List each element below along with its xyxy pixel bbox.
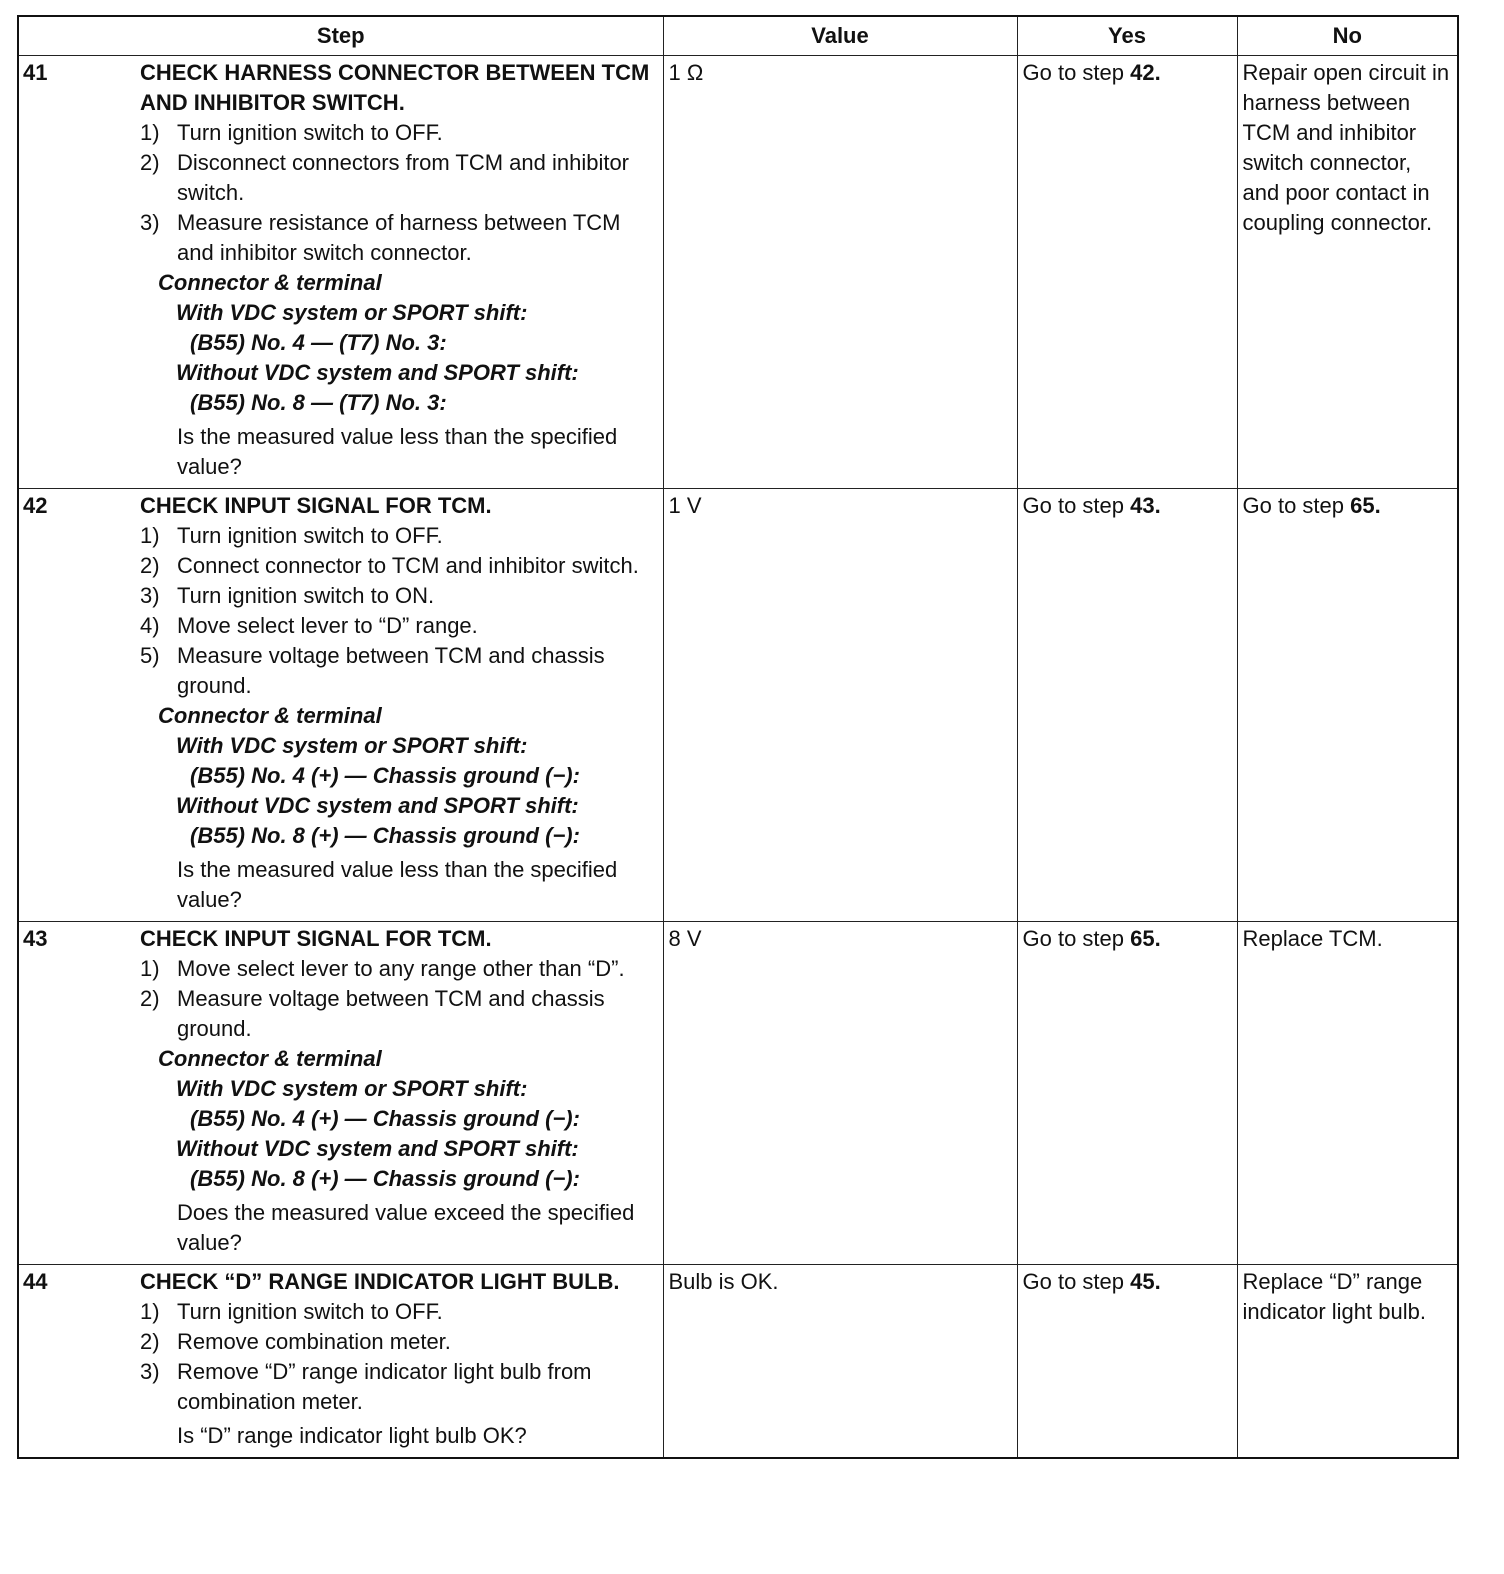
instruction-text: Measure resistance of harness between TCM and inhibitor switch connector.: [177, 210, 621, 265]
step-question: Is the measured value less than the specified value?: [177, 424, 618, 479]
yes-text: Go to step: [1022, 60, 1131, 85]
instruction-item: [140, 1357, 659, 1417]
instruction-item: [140, 118, 659, 148]
instruction-item: [140, 611, 659, 641]
step-question: Is “D” range indicator light bulb OK?: [177, 1423, 527, 1448]
condition-without-vdc: Without VDC system and SPORT shift:: [176, 793, 579, 818]
condition-with-vdc: With VDC system or SPORT shift:: [176, 733, 528, 758]
yes-text: Go to step: [1022, 493, 1131, 518]
instruction-text: Disconnect connectors from TCM and inhibitor switch.: [177, 150, 630, 205]
no-cell: [1237, 56, 1458, 489]
instruction-text: Connect connector to TCM and inhibitor switch.: [177, 553, 639, 578]
instruction-number: 1): [140, 956, 160, 981]
header-no: No: [1237, 16, 1458, 56]
value-cell: 1 V: [663, 489, 1017, 922]
connector-label: Connector & terminal: [158, 1046, 382, 1071]
step-question: Is the measured value less than the specified value?: [177, 857, 618, 912]
instruction-text: Turn ignition switch to OFF.: [177, 523, 443, 548]
instruction-item: [140, 208, 659, 268]
diagnostic-procedure-table: [17, 15, 1459, 1459]
instruction-item: [140, 1297, 659, 1327]
step-description: [140, 56, 663, 489]
yes-cell: [1017, 1265, 1237, 1459]
no-text: Go to step: [1242, 493, 1351, 518]
step-instructions: [140, 118, 659, 268]
connector-label: Connector & terminal: [158, 270, 382, 295]
terminal-pins-2: (B55) No. 8 (+) — Chassis ground (−):: [190, 1166, 580, 1191]
instruction-number: 1): [140, 1299, 160, 1324]
instruction-number: 2): [140, 986, 160, 1011]
step-description: [140, 922, 663, 1265]
value-cell: 8 V: [663, 922, 1017, 1265]
yes-cell: [1017, 56, 1237, 489]
instruction-number: 1): [140, 120, 160, 145]
table-row: [18, 922, 1458, 1265]
terminal-pins-1: (B55) No. 4 (+) — Chassis ground (−):: [190, 1106, 580, 1131]
instruction-text: Turn ignition switch to OFF.: [177, 120, 443, 145]
step-number: 41: [18, 56, 140, 489]
no-text: Replace TCM.: [1242, 926, 1383, 951]
value-cell: 1 Ω: [663, 56, 1017, 489]
condition-with-vdc: With VDC system or SPORT shift:: [176, 300, 528, 325]
instruction-item: [140, 148, 659, 208]
instruction-number: 1): [140, 523, 160, 548]
step-title: CHECK INPUT SIGNAL FOR TCM.: [140, 493, 492, 518]
step-instructions: [140, 954, 659, 1044]
instruction-text: Measure voltage between TCM and chassis ground.: [177, 643, 605, 698]
no-text: Repair open circuit in harness between TCM and inhibitor switch connector, and poor contact in coupling connector.: [1242, 60, 1450, 235]
instruction-text: Move select lever to “D” range.: [177, 613, 478, 638]
terminal-pins-2: (B55) No. 8 — (T7) No. 3:: [190, 390, 447, 415]
connector-label: Connector & terminal: [158, 703, 382, 728]
instruction-number: 3): [140, 210, 160, 235]
step-question: Does the measured value exceed the specified value?: [177, 1200, 635, 1255]
procedure-table-wrapper: [17, 15, 1457, 1459]
instruction-number: 3): [140, 1359, 160, 1384]
yes-text: Go to step: [1022, 926, 1131, 951]
yes-cell: [1017, 922, 1237, 1265]
step-description: [140, 1265, 663, 1459]
instruction-item: [140, 984, 659, 1044]
instruction-item: [140, 551, 659, 581]
instruction-number: 4): [140, 613, 160, 638]
step-title: CHECK HARNESS CONNECTOR BETWEEN TCM AND INHIBITOR SWITCH.: [140, 60, 650, 115]
condition-with-vdc: With VDC system or SPORT shift:: [176, 1076, 528, 1101]
instruction-text: Move select lever to any range other than “D”.: [177, 956, 625, 981]
step-title: CHECK INPUT SIGNAL FOR TCM.: [140, 926, 492, 951]
no-step-link: 65.: [1350, 493, 1381, 518]
instruction-number: 2): [140, 553, 160, 578]
step-title: CHECK “D” RANGE INDICATOR LIGHT BULB.: [140, 1269, 620, 1294]
header-value: Value: [663, 16, 1017, 56]
terminal-pins-1: (B55) No. 4 — (T7) No. 3:: [190, 330, 447, 355]
instruction-number: 2): [140, 1329, 160, 1354]
terminal-pins-1: (B55) No. 4 (+) — Chassis ground (−):: [190, 763, 580, 788]
step-instructions: [140, 1297, 659, 1417]
table-row: [18, 489, 1458, 922]
instruction-text: Remove “D” range indicator light bulb from combination meter.: [177, 1359, 592, 1414]
table-row: [18, 1265, 1458, 1459]
yes-step-link: 45.: [1130, 1269, 1161, 1294]
condition-without-vdc: Without VDC system and SPORT shift:: [176, 1136, 579, 1161]
step-number: 44: [18, 1265, 140, 1459]
instruction-number: 5): [140, 643, 160, 668]
step-description: [140, 489, 663, 922]
instruction-text: Turn ignition switch to ON.: [177, 583, 435, 608]
no-cell: [1237, 1265, 1458, 1459]
no-text: Replace “D” range indicator light bulb.: [1242, 1269, 1426, 1324]
instruction-text: Measure voltage between TCM and chassis ground.: [177, 986, 605, 1041]
instruction-text: Remove combination meter.: [177, 1329, 451, 1354]
instruction-number: 3): [140, 583, 160, 608]
instruction-text: Turn ignition switch to OFF.: [177, 1299, 443, 1324]
step-number: 42: [18, 489, 140, 922]
instruction-item: [140, 581, 659, 611]
yes-cell: [1017, 489, 1237, 922]
yes-step-link: 43.: [1130, 493, 1161, 518]
no-cell: [1237, 922, 1458, 1265]
step-number: 43: [18, 922, 140, 1265]
table-header-row: [18, 16, 1458, 56]
yes-step-link: 65.: [1130, 926, 1161, 951]
instruction-item: [140, 521, 659, 551]
instruction-item: [140, 641, 659, 701]
header-yes: Yes: [1017, 16, 1237, 56]
no-cell: [1237, 489, 1458, 922]
step-instructions: [140, 521, 659, 701]
instruction-item: [140, 954, 659, 984]
table-row: [18, 56, 1458, 489]
terminal-pins-2: (B55) No. 8 (+) — Chassis ground (−):: [190, 823, 580, 848]
instruction-item: [140, 1327, 659, 1357]
value-cell: Bulb is OK.: [663, 1265, 1017, 1459]
yes-text: Go to step: [1022, 1269, 1131, 1294]
instruction-number: 2): [140, 150, 160, 175]
yes-step-link: 42.: [1130, 60, 1161, 85]
header-step: Step: [18, 16, 663, 56]
condition-without-vdc: Without VDC system and SPORT shift:: [176, 360, 579, 385]
